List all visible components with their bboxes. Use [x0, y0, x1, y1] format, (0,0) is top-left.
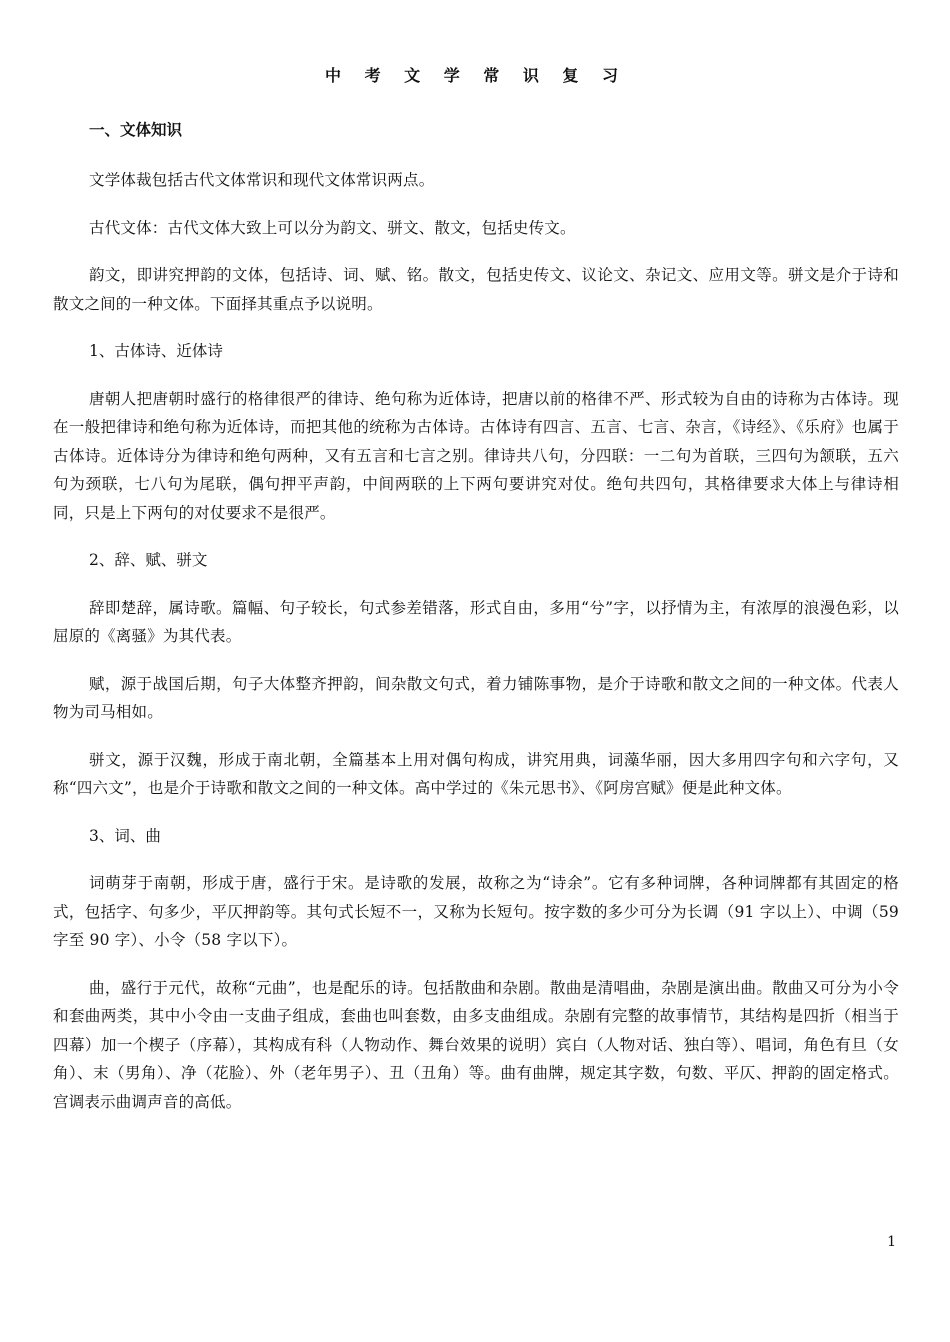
- paragraph: 文学体裁包括古代文体常识和现代文体常识两点。: [89, 171, 435, 189]
- section-heading: 一、文体知识: [89, 120, 183, 139]
- document-title: 中 考 文 学 常 识 复 习: [325, 66, 627, 85]
- paragraph: 韵文，即讲究押韵的文体，包括诗、词、赋、铭。散文，包括史传文、议论文、杂记文、应用文等。骈文是介于诗和散文之间的一种文体。下面择其重点予以说明。: [53, 266, 899, 313]
- subsection-heading: 1、古体诗、近体诗: [89, 342, 223, 360]
- paragraph: 曲，盛行于元代，故称“元曲”，也是配乐的诗。包括散曲和杂剧。散曲是清唱曲，杂剧是演出曲。散曲又可分为小令和套曲两类，其中小令由一支曲子组成，套曲也叫套数，由多支曲组成。杂剧有完整的故事情节，其结构是四折（相当于四幕）加一个楔子（序幕），其构成有科（人物动作、舞台效果的说明）宾白（人物对话、独白等）、唱词，角色有旦（女角）、末（男角）、净（花脸）、外（老年男子）、丑（丑角）等。曲有曲牌，规定其字数，句数、平仄、押韵的固定格式。宫调表示曲调声音的高低。: [53, 978, 899, 1111]
- paragraph: 词萌芽于南朝，形成于唐，盛行于宋。是诗歌的发展，故称之为“诗余”。它有多种词牌，各种词牌都有其固定的格式，包括字、句多少，平仄押韵等。其句式长短不一，又称为长短句。按字数的多少可分为长调（91 字以上）、中调（59 字至 90 字）、小令（58 字以下）。: [53, 874, 899, 949]
- paragraph: 辞即楚辞，属诗歌。篇幅、句子较长，句式参差错落，形式自由，多用“兮”字，以抒情为主，有浓厚的浪漫色彩，以屈原的《离骚》为其代表。: [53, 598, 899, 645]
- paragraph: 唐朝人把唐朝时盛行的格律很严的律诗、绝句称为近体诗，把唐以前的格律不严、形式较为自由的诗称为古体诗。现在一般把律诗和绝句称为近体诗，而把其他的统称为古体诗。古体诗有四言、五言、七言、杂言，《诗经》、《乐府》也属于古体诗。近体诗分为律诗和绝句两种，又有五言和七言之别。律诗共八句，分四联：一二句为首联，三四句为颔联，五六句为颈联，七八句为尾联，偶句押平声韵，中间两联的上下两句要讲究对仗。绝句共四句，其格律要求大体上与律诗相同，只是上下两句的对仗要求不是很严。: [53, 389, 899, 522]
- paragraph: 古代文体：古代文体大致上可以分为韵文、骈文、散文，包括史传文。: [89, 218, 576, 237]
- paragraph: 骈文，源于汉魏，形成于南北朝，全篇基本上用对偶句构成，讲究用典，词藻华丽，因大多用四字句和六字句，又称“四六文”，也是介于诗歌和散文之间的一种文体。高中学过的《朱元思书》、《阿房宫赋》便是此种文体。: [53, 750, 899, 797]
- page-number: 1: [887, 1234, 896, 1250]
- document-body: [53, 166, 899, 1135]
- subsection-heading: 3、词、曲: [89, 826, 161, 845]
- paragraph: 赋，源于战国后期，句子大体整齐押韵，间杂散文句式，着力铺陈事物，是介于诗歌和散文之间的一种文体。代表人物为司马相如。: [53, 674, 899, 721]
- subsection-heading: 2、辞、赋、骈文: [89, 551, 208, 569]
